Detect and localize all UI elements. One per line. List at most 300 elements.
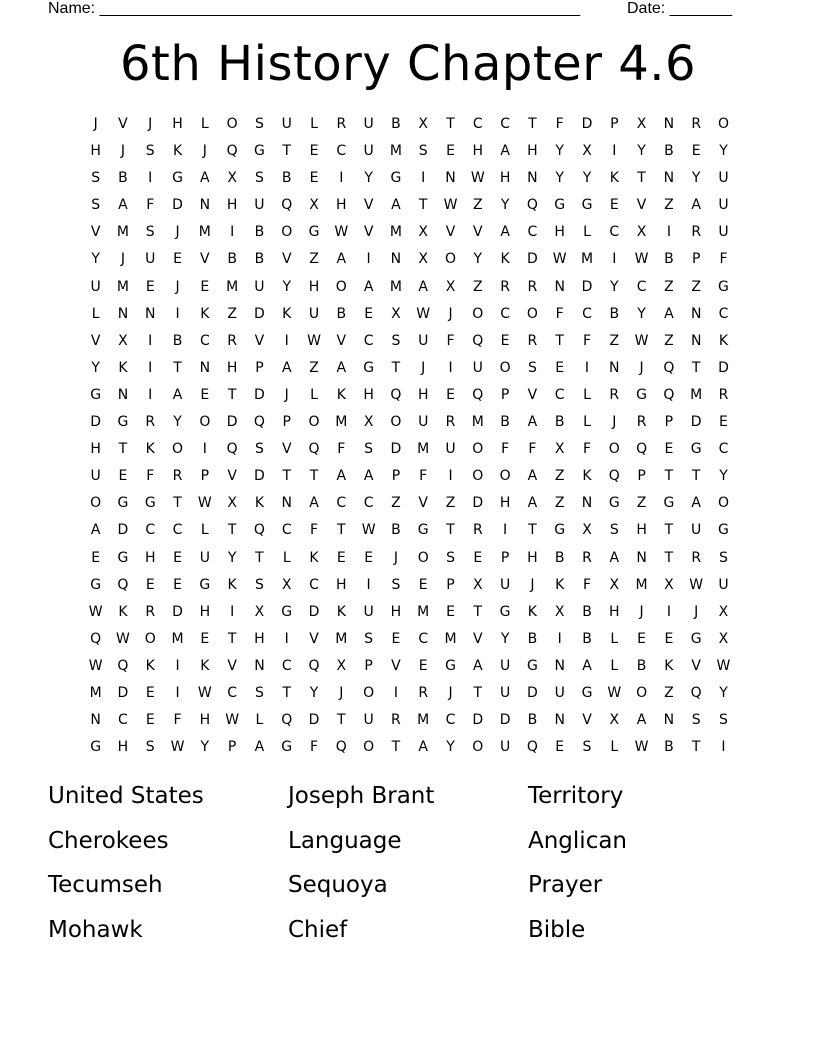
grid-letter: R [636, 414, 647, 431]
grid-letter: G [526, 657, 538, 674]
grid-letter: G [718, 278, 729, 295]
grid-letter: D [499, 712, 511, 729]
grid-letter: Z [664, 684, 674, 701]
grid-letter: E [200, 386, 210, 403]
grid-letter: W [634, 739, 649, 756]
grid-letter: S [719, 549, 728, 566]
grid-letter: C [500, 116, 510, 132]
grid-letter: G [90, 739, 102, 756]
date-field: Date: _______ [627, 0, 732, 17]
grid-letter: W [716, 657, 731, 674]
grid-letter: T [173, 359, 182, 376]
grid-letter: J [148, 116, 153, 132]
grid-letter: I [721, 739, 726, 756]
grid-letter: I [175, 684, 180, 701]
grid-letter: A [172, 386, 183, 403]
grid-letter: L [200, 116, 209, 132]
grid-letter: M [89, 684, 102, 701]
word-list-item: Language [288, 827, 402, 854]
grid-letter: O [608, 441, 620, 458]
grid-letter: K [336, 603, 346, 620]
grid-letter: R [472, 522, 483, 539]
grid-letter: O [363, 739, 375, 756]
grid-letter: T [173, 495, 182, 512]
grid-letter: H [226, 359, 238, 376]
grid-letter: Y [91, 251, 100, 268]
grid-letter: U [145, 251, 156, 268]
grid-letter: R [227, 332, 237, 349]
grid-letter: G [90, 576, 102, 593]
grid-letter: G [608, 495, 620, 512]
grid-letter: B [582, 603, 592, 620]
grid-letter: C [363, 332, 374, 349]
grid-letter: Y [500, 197, 510, 214]
grid-letter: O [717, 116, 729, 132]
grid-letter: N [581, 495, 593, 512]
grid-letter: L [255, 712, 264, 729]
grid-letter: O [172, 441, 184, 458]
grid-letter: Q [253, 522, 265, 539]
grid-letter: F [337, 441, 346, 458]
grid-letter: T [227, 522, 237, 539]
grid-letter: K [527, 603, 537, 620]
grid-letter: E [418, 576, 428, 593]
grid-letter: Y [309, 684, 319, 701]
grid-letter: J [448, 305, 453, 322]
grid-letter: G [117, 549, 129, 566]
grid-letter: N [117, 386, 129, 403]
grid-letter: J [448, 684, 453, 701]
grid-letter: C [336, 143, 347, 160]
grid-letter: X [391, 305, 401, 322]
grid-letter: P [691, 251, 701, 268]
grid-letter: E [336, 549, 346, 566]
grid-letter: H [336, 576, 347, 593]
grid-letter: N [281, 495, 292, 512]
grid-letter: B [118, 170, 128, 187]
grid-letter: Y [637, 143, 646, 160]
grid-letter: I [421, 170, 426, 187]
word-list-item: Joseph Brant [288, 783, 435, 809]
grid-letter: G [690, 630, 702, 647]
grid-letter: U [499, 684, 511, 701]
grid-letter: N [690, 332, 702, 349]
grid-letter: Y [364, 170, 373, 187]
grid-letter: Y [473, 251, 483, 268]
grid-letter: U [281, 116, 292, 132]
grid-letter: M [417, 712, 430, 729]
grid-letter: A [418, 739, 428, 756]
grid-letter: W [88, 603, 103, 620]
grid-letter: P [664, 414, 674, 431]
grid-letter: C [363, 495, 374, 512]
grid-letter: X [609, 576, 620, 593]
grid-letter: F [582, 332, 592, 349]
grid-letter: S [691, 712, 701, 729]
grid-letter: O [472, 305, 484, 322]
grid-letter: T [473, 603, 483, 620]
grid-letter: U [499, 739, 511, 756]
grid-letter: U [718, 197, 729, 214]
grid-letter: L [583, 386, 591, 403]
grid-letter: S [91, 197, 101, 214]
grid-letter: W [552, 251, 567, 268]
grid-letter: B [554, 549, 565, 566]
grid-letter: Y [691, 170, 701, 187]
grid-letter: I [612, 143, 617, 160]
grid-letter: G [281, 603, 293, 620]
grid-row [82, 328, 738, 355]
grid-letter: D [254, 386, 265, 403]
grid-letter: F [582, 576, 592, 593]
grid-letter: K [282, 305, 292, 322]
grid-letter: N [554, 712, 565, 729]
grid-letter: F [555, 305, 564, 322]
grid-letter: X [582, 522, 592, 539]
grid-letter: D [117, 684, 129, 701]
grid-letter: T [118, 441, 128, 458]
grid-letter: D [690, 414, 702, 431]
grid-letter: M [335, 414, 348, 431]
grid-letter: H [554, 224, 565, 241]
grid-letter: D [527, 251, 538, 268]
grid-letter: F [555, 116, 564, 132]
grid-letter: M [389, 278, 402, 295]
grid-letter: R [691, 116, 702, 132]
grid-letter: I [448, 468, 453, 485]
grid-letter: Q [90, 630, 102, 647]
grid-letter: B [527, 630, 538, 647]
grid-letter: T [227, 386, 237, 403]
grid-letter: Z [664, 332, 674, 349]
grid-letter: I [366, 576, 371, 593]
grid-letter: U [90, 278, 101, 295]
grid-letter: H [90, 441, 101, 458]
grid-letter: K [200, 305, 210, 322]
grid-letter: N [445, 170, 456, 187]
grid-letter: X [336, 657, 347, 674]
grid-letter: U [554, 684, 565, 701]
grid-letter: A [336, 359, 347, 376]
grid-letter: Z [227, 305, 237, 322]
grid-letter: N [199, 359, 211, 376]
grid-letter: A [691, 495, 701, 512]
grid-letter: Q [281, 197, 293, 214]
grid-letter: O [363, 684, 375, 701]
grid-letter: F [146, 197, 155, 214]
grid-letter: G [554, 197, 566, 214]
grid-letter: W [197, 684, 212, 701]
grid-letter: B [664, 739, 674, 756]
grid-letter: U [445, 441, 456, 458]
grid-letter: C [527, 224, 538, 241]
grid-letter: V [473, 224, 483, 241]
grid-letter: T [664, 522, 674, 539]
grid-letter: T [528, 522, 537, 539]
grid-letter: J [202, 143, 207, 160]
grid-letter: K [200, 657, 210, 674]
grid-letter: F [309, 522, 319, 539]
grid-letter: C [500, 305, 510, 322]
grid-row [82, 734, 738, 761]
grid-letter: G [117, 414, 129, 431]
grid-letter: T [255, 549, 264, 566]
grid-letter: S [254, 684, 264, 701]
grid-letter: J [120, 251, 126, 268]
grid-letter: O [444, 251, 457, 268]
grid-letter: C [172, 522, 183, 539]
grid-letter: C [609, 224, 620, 241]
grid-letter: F [582, 441, 592, 458]
grid-letter: C [636, 278, 647, 295]
grid-letter: G [117, 495, 129, 512]
grid-letter: P [255, 359, 264, 376]
grid-letter: Q [226, 441, 238, 458]
grid-letter: P [446, 576, 455, 593]
grid-letter: D [390, 441, 402, 458]
grid-letter: E [145, 712, 155, 729]
grid-row [82, 599, 738, 626]
grid-letter: X [636, 224, 647, 241]
grid-letter: V [363, 197, 374, 214]
grid-letter: B [554, 414, 565, 431]
grid-letter: L [583, 414, 591, 431]
grid-letter: I [284, 332, 289, 349]
grid-letter: I [230, 603, 235, 620]
grid-letter: I [230, 224, 235, 241]
grid-letter: R [609, 386, 620, 403]
grid-letter: Y [200, 739, 210, 756]
grid-letter: E [418, 657, 428, 674]
grid-letter: X [227, 170, 237, 187]
grid-row [82, 111, 738, 138]
grid-letter: H [636, 522, 647, 539]
grid-letter: S [446, 549, 455, 566]
grid-letter: P [200, 468, 210, 485]
grid-letter: T [664, 468, 674, 485]
grid-letter: V [227, 657, 237, 674]
grid-letter: L [610, 630, 619, 647]
grid-letter: A [582, 657, 592, 674]
grid-letter: H [472, 143, 484, 160]
letter-grid [82, 111, 738, 761]
grid-letter: V [281, 441, 292, 458]
grid-letter: T [282, 468, 291, 485]
word-list-item: Prayer [528, 872, 603, 898]
grid-letter: V [90, 224, 101, 241]
grid-letter: A [281, 359, 292, 376]
grid-letter: G [554, 522, 566, 539]
grid-letter: O [417, 549, 429, 566]
grid-letter: W [361, 522, 376, 539]
grid-letter: Z [554, 495, 565, 512]
grid-letter: G [144, 495, 156, 512]
grid-letter: V [254, 332, 265, 349]
grid-letter: V [636, 197, 647, 214]
grid-letter: Q [663, 359, 675, 376]
grid-letter: S [145, 143, 155, 160]
grid-letter: V [473, 630, 483, 647]
grid-letter: U [363, 116, 374, 132]
grid-letter: W [634, 251, 649, 268]
grid-letter: V [227, 468, 237, 485]
grid-letter: I [503, 522, 508, 539]
grid-letter: C [418, 630, 429, 647]
grid-letter: C [309, 576, 319, 593]
grid-letter: G [581, 684, 593, 701]
grid-letter: Q [308, 657, 320, 674]
grid-letter: B [500, 414, 510, 431]
grid-letter: X [418, 116, 428, 132]
grid-letter: X [554, 603, 565, 620]
grid-letter: G [417, 522, 429, 539]
grid-letter: L [310, 386, 318, 403]
grid-letter: A [527, 495, 538, 512]
grid-row [82, 301, 738, 328]
grid-letter: I [148, 359, 153, 376]
grid-letter: T [555, 332, 564, 349]
grid-letter: I [448, 359, 453, 376]
grid-letter: G [718, 522, 729, 539]
grid-letter: I [148, 170, 153, 187]
grid-letter: X [418, 224, 428, 241]
grid-letter: B [391, 522, 401, 539]
grid-letter: P [282, 414, 291, 431]
grid-letter: H [527, 549, 538, 566]
grid-letter: N [636, 549, 647, 566]
grid-letter: O [472, 468, 484, 485]
grid-letter: L [583, 224, 591, 241]
grid-letter: D [472, 495, 484, 512]
grid-letter: L [282, 549, 291, 566]
grid-letter: K [718, 332, 729, 349]
grid-letter: I [366, 251, 371, 268]
grid-letter: V [309, 630, 319, 647]
word-list-item: Anglican [528, 827, 628, 854]
grid-letter: Q [253, 414, 265, 431]
grid-letter: T [337, 522, 346, 539]
grid-letter: H [336, 197, 347, 214]
grid-letter: S [364, 441, 374, 458]
word-list-item: United States [48, 783, 204, 809]
grid-letter: Q [117, 576, 129, 593]
grid-letter: D [254, 468, 265, 485]
grid-row [82, 626, 738, 653]
grid-letter: M [389, 224, 402, 241]
grid-letter: F [419, 468, 428, 485]
grid-row [82, 192, 738, 219]
grid-letter: X [554, 441, 565, 458]
grid-letter: I [393, 684, 398, 701]
grid-letter: H [499, 495, 511, 512]
grid-row [82, 246, 738, 273]
grid-letter: X [118, 332, 128, 349]
grid-letter: N [117, 305, 129, 322]
grid-letter: D [581, 278, 593, 295]
grid-letter: J [120, 143, 126, 160]
grid-letter: O [281, 224, 293, 241]
grid-row [82, 436, 738, 463]
word-list [48, 779, 768, 957]
grid-letter: V [336, 332, 347, 349]
grid-letter: E [500, 332, 510, 349]
grid-letter: T [473, 684, 483, 701]
grid-letter: P [500, 549, 510, 566]
grid-letter: N [554, 657, 565, 674]
grid-letter: A [527, 414, 538, 431]
grid-letter: N [663, 116, 675, 132]
grid-letter: X [609, 712, 620, 729]
grid-letter: O [499, 468, 511, 485]
grid-letter: W [443, 197, 458, 214]
grid-letter: U [718, 170, 729, 187]
grid-row [82, 409, 738, 436]
grid-letter: Y [719, 684, 728, 701]
grid-letter: Q [472, 386, 484, 403]
header-line [48, 0, 748, 18]
grid-letter: C [281, 522, 292, 539]
grid-letter: D [527, 684, 538, 701]
grid-letter: T [391, 739, 401, 756]
grid-letter: V [118, 116, 128, 132]
grid-letter: B [254, 251, 265, 268]
grid-letter: I [666, 224, 671, 241]
grid-letter: D [226, 414, 238, 431]
grid-letter: E [446, 143, 455, 160]
grid-letter: H [363, 386, 374, 403]
word-list-item: Territory [528, 783, 624, 809]
grid-letter: H [417, 386, 429, 403]
grid-letter: K [609, 170, 619, 187]
grid-letter: Y [555, 170, 564, 187]
grid-letter: T [691, 739, 701, 756]
grid-letter: E [309, 143, 319, 160]
grid-letter: U [418, 414, 429, 431]
grid-letter: Y [91, 359, 100, 376]
grid-letter: J [612, 414, 617, 431]
grid-letter: A [636, 712, 647, 729]
grid-letter: A [118, 197, 128, 214]
grid-letter: A [527, 468, 538, 485]
grid-letter: M [690, 386, 703, 403]
grid-letter: N [145, 305, 156, 322]
grid-letter: E [364, 549, 374, 566]
grid-letter: H [609, 603, 620, 620]
grid-letter: Y [719, 143, 728, 160]
grid-letter: Y [610, 278, 619, 295]
grid-letter: Z [609, 332, 620, 349]
grid-letter: J [175, 278, 180, 295]
grid-letter: P [227, 739, 237, 756]
grid-letter: B [609, 305, 620, 322]
grid-letter: K [145, 657, 155, 674]
grid-letter: Y [637, 305, 646, 322]
grid-letter: F [146, 468, 155, 485]
grid-letter: M [635, 576, 648, 593]
grid-letter: V [90, 332, 101, 349]
grid-letter: N [90, 712, 101, 729]
grid-letter: O [226, 116, 238, 132]
grid-letter: W [689, 576, 704, 593]
grid-letter: H [90, 143, 101, 160]
grid-letter: G [363, 359, 375, 376]
grid-row [82, 138, 738, 165]
grid-letter: L [610, 739, 619, 756]
grid-letter: N [527, 170, 538, 187]
grid-letter: Z [391, 495, 401, 512]
grid-letter: N [663, 170, 675, 187]
grid-letter: C [554, 386, 565, 403]
